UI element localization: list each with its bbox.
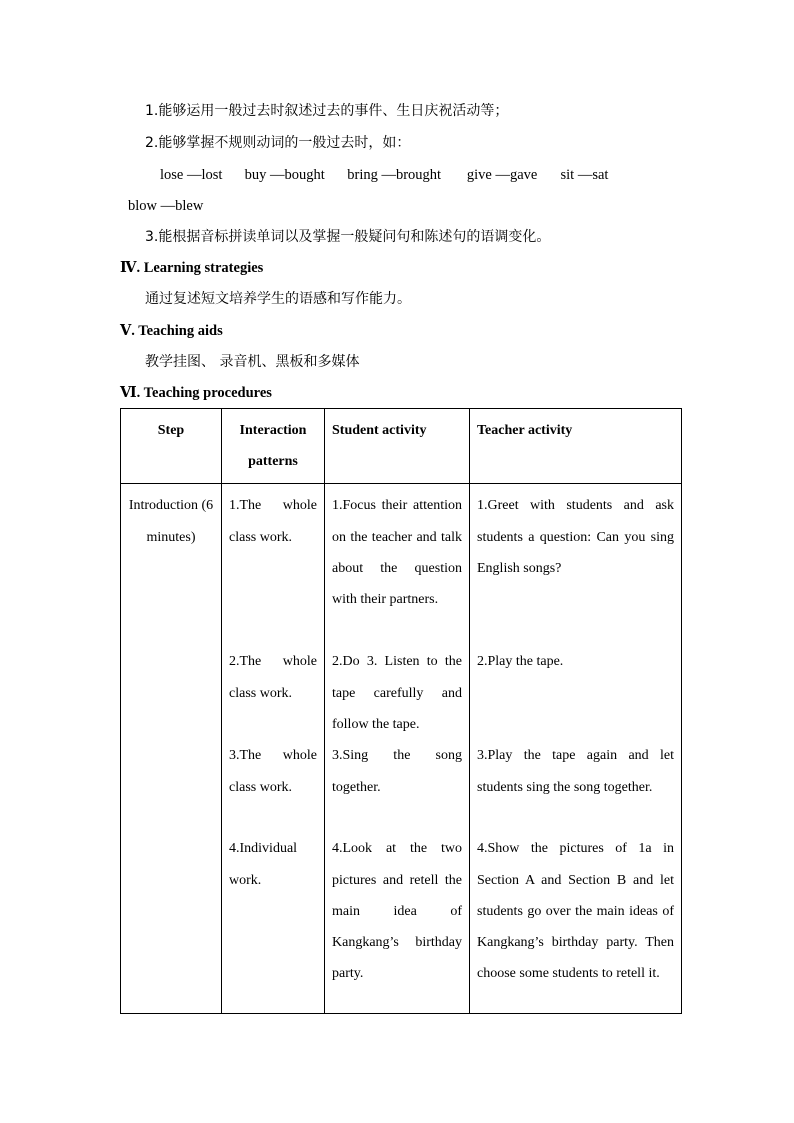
interaction-item: 3.The whole class work.	[229, 748, 317, 795]
teacher-activity-item: 3.Play the tape again and let students sing the song together.	[477, 748, 674, 795]
verb-pairs	[160, 165, 608, 185]
student-activity-cell	[325, 484, 470, 1014]
table-row	[121, 484, 682, 1014]
interaction-item: 4.Individual work.	[229, 841, 298, 888]
procedures-table	[120, 408, 682, 1014]
teacher-activity-item: 1.Greet with students and ask students a question: Can you sing English songs?	[477, 498, 674, 576]
teacher-activity-item: 2.Play the tape.	[477, 654, 564, 670]
header-step: Step	[121, 409, 222, 484]
student-activity-item: 4.Look at the two pictures and retell the main idea of Kangkang’s birthday party.	[332, 841, 462, 982]
verb-pair: sit —sat	[560, 167, 609, 183]
verb-pair: bring —brought	[347, 167, 442, 183]
section-heading-teaching-aids: Ⅴ. Teaching aids	[120, 323, 223, 339]
interaction-item: 2.The whole class work.	[229, 654, 317, 701]
verb-pair: lose —lost	[160, 167, 223, 183]
header-teacher-activity: Teacher activity	[470, 409, 682, 484]
teacher-activity-cell	[470, 484, 682, 1014]
student-activity-item: 2.Do 3. Listen to the tape carefully and follow the tape.	[332, 654, 462, 732]
student-activity-item: 3.Sing the song together.	[332, 748, 462, 795]
teacher-activity-item: 4.Show the pictures of 1a in Section A and Section B and let students go over the main ideas of Kangkang’s birthday party. Then choose some students to retell it.	[477, 841, 674, 982]
header-student-activity: Student activity	[325, 409, 470, 484]
table-header-row	[121, 409, 682, 484]
student-activity-item: 1.Focus their attention on the teacher and talk about the question with their partners.	[332, 498, 462, 608]
section-heading-teaching-procedures: Ⅵ. Teaching procedures	[120, 385, 272, 401]
verb-pair: buy —bought	[244, 167, 325, 183]
teaching-aids-text: 教学挂图、 录音机、黑板和多媒体	[145, 354, 360, 370]
objective-1: 1.能够运用一般过去时叙述过去的事件、生日庆祝活动等；	[145, 103, 509, 119]
interaction-item: 1.The whole class work.	[229, 498, 317, 545]
verb-pair-last: blow —blew	[128, 198, 204, 214]
step-cell	[121, 484, 222, 1014]
objective-2: 2.能够掌握不规则动词的一般过去时，如：	[145, 135, 411, 151]
step-label: Introduction (6 minutes)	[128, 498, 214, 545]
learning-strategies-text: 通过复述短文培养学生的语感和写作能力。	[145, 291, 411, 307]
verb-pair: give —gave	[466, 167, 538, 183]
interaction-cell	[222, 484, 325, 1014]
header-interaction: Interaction patterns	[222, 409, 325, 484]
objective-3: 3.能根据音标拼读单词以及掌握一般疑问句和陈述句的语调变化。	[145, 229, 551, 245]
section-heading-learning-strategies: Ⅳ. Learning strategies	[120, 260, 264, 276]
